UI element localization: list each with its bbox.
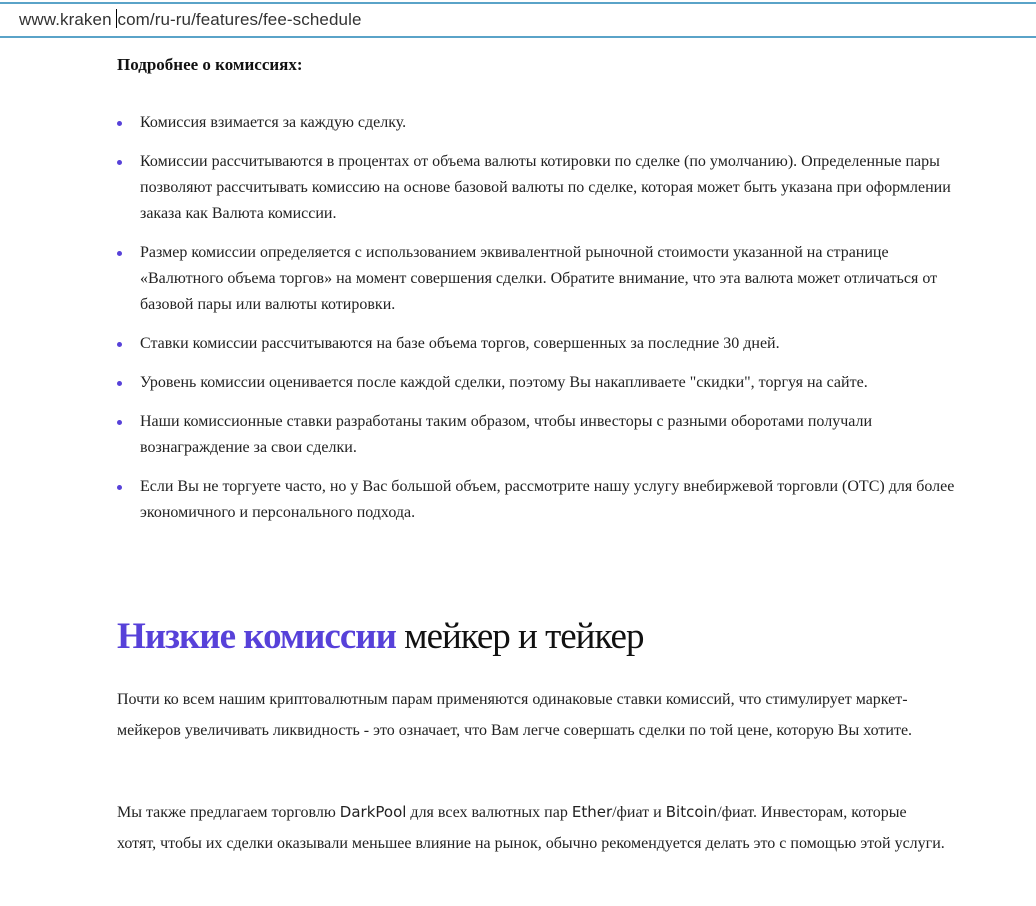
- list-item-text: Комиссии рассчитываются в процентах от объема валюты котировки по сделке (по умолчанию). Определенные пары позволяют рассчитывать комиссию на основе базовой валюты по сделке, которая может быть указана при оформлении заказа как Валюта комиссии.: [140, 153, 951, 222]
- darkpool-text-3: /фиат и: [612, 804, 666, 821]
- darkpool-text-1: Мы также предлагаем торговлю: [117, 804, 340, 821]
- list-item-text: Уровень комиссии оценивается после каждой сделки, поэтому Вы накапливаете "скидки", торгуя на сайте.: [140, 374, 868, 391]
- list-item-text: Наши комиссионные ставки разработаны таким образом, чтобы инвесторы с разными оборотами получали вознаграждение за свои сделки.: [140, 413, 873, 456]
- bullet-icon: [117, 121, 122, 126]
- bullet-icon: [117, 420, 122, 425]
- list-item: [117, 240, 957, 318]
- ether-term: Ether: [571, 803, 613, 821]
- bullet-icon: [117, 160, 122, 165]
- darkpool-paragraph: [117, 797, 947, 859]
- list-item-text: Комиссия взимается за каждую сделку.: [140, 114, 407, 131]
- fees-section: [117, 52, 957, 521]
- list-item: [117, 110, 957, 136]
- bullet-icon: [117, 342, 122, 347]
- url-input[interactable]: [19, 9, 362, 30]
- maker-taker-heading: [117, 613, 643, 661]
- address-bar[interactable]: [0, 2, 1036, 38]
- list-item: [117, 474, 957, 526]
- darkpool-text-4: /фиат. Инвесторам, которые хотят, чтобы их сделки оказывали меньшее влияние на рынок, обычно рекомендуется делать это с помощью этой услуги.: [117, 804, 945, 852]
- bitcoin-term: Bitcoin: [665, 803, 718, 821]
- fees-section-label: Подробнее о комиссиях:: [117, 55, 303, 74]
- maker-taker-paragraph: Почти ко всем нашим криптовалютным парам применяются одинаковые ставки комиссий, что стимулирует маркет-мейкеров увеличивать ликвидность - это означает, что Вам легче совершать сделки по той цене, которую Вы хотите.: [117, 691, 913, 739]
- url-text-before-caret: www.kraken: [19, 10, 117, 29]
- darkpool-text-2: для всех валютных пар: [406, 804, 572, 821]
- list-item-text: Ставки комиссии рассчитываются на базе объема торгов, совершенных за последние 30 дней.: [140, 335, 780, 352]
- list-item: [117, 409, 957, 461]
- list-item: [117, 331, 957, 357]
- list-item: [117, 370, 957, 396]
- fee-details-list: [117, 110, 957, 539]
- heading-rest: мейкер и тейкер: [395, 616, 644, 657]
- heading-accent: Низкие комиссии: [117, 616, 396, 657]
- bullet-icon: [117, 381, 122, 386]
- list-item: [117, 149, 957, 227]
- list-item-text: Если Вы не торгуете часто, но у Вас большой объем, рассмотрите нашу услугу внебиржевой торговли (ОТС) для более экономичного и персонального подхода.: [140, 478, 955, 521]
- bullet-icon: [117, 485, 122, 490]
- darkpool-term: DarkPool: [339, 803, 407, 821]
- url-text-after-caret: com/ru-ru/features/fee-schedule: [117, 10, 362, 29]
- bullet-icon: [117, 251, 122, 256]
- list-item-text: Размер комиссии определяется с использованием эквивалентной рыночной стоимости указанной на странице «Валютного объема торгов» на момент совершения сделки. Обратите внимание, что эта валюта может отличаться от базовой пары или валюты котировки.: [140, 244, 938, 313]
